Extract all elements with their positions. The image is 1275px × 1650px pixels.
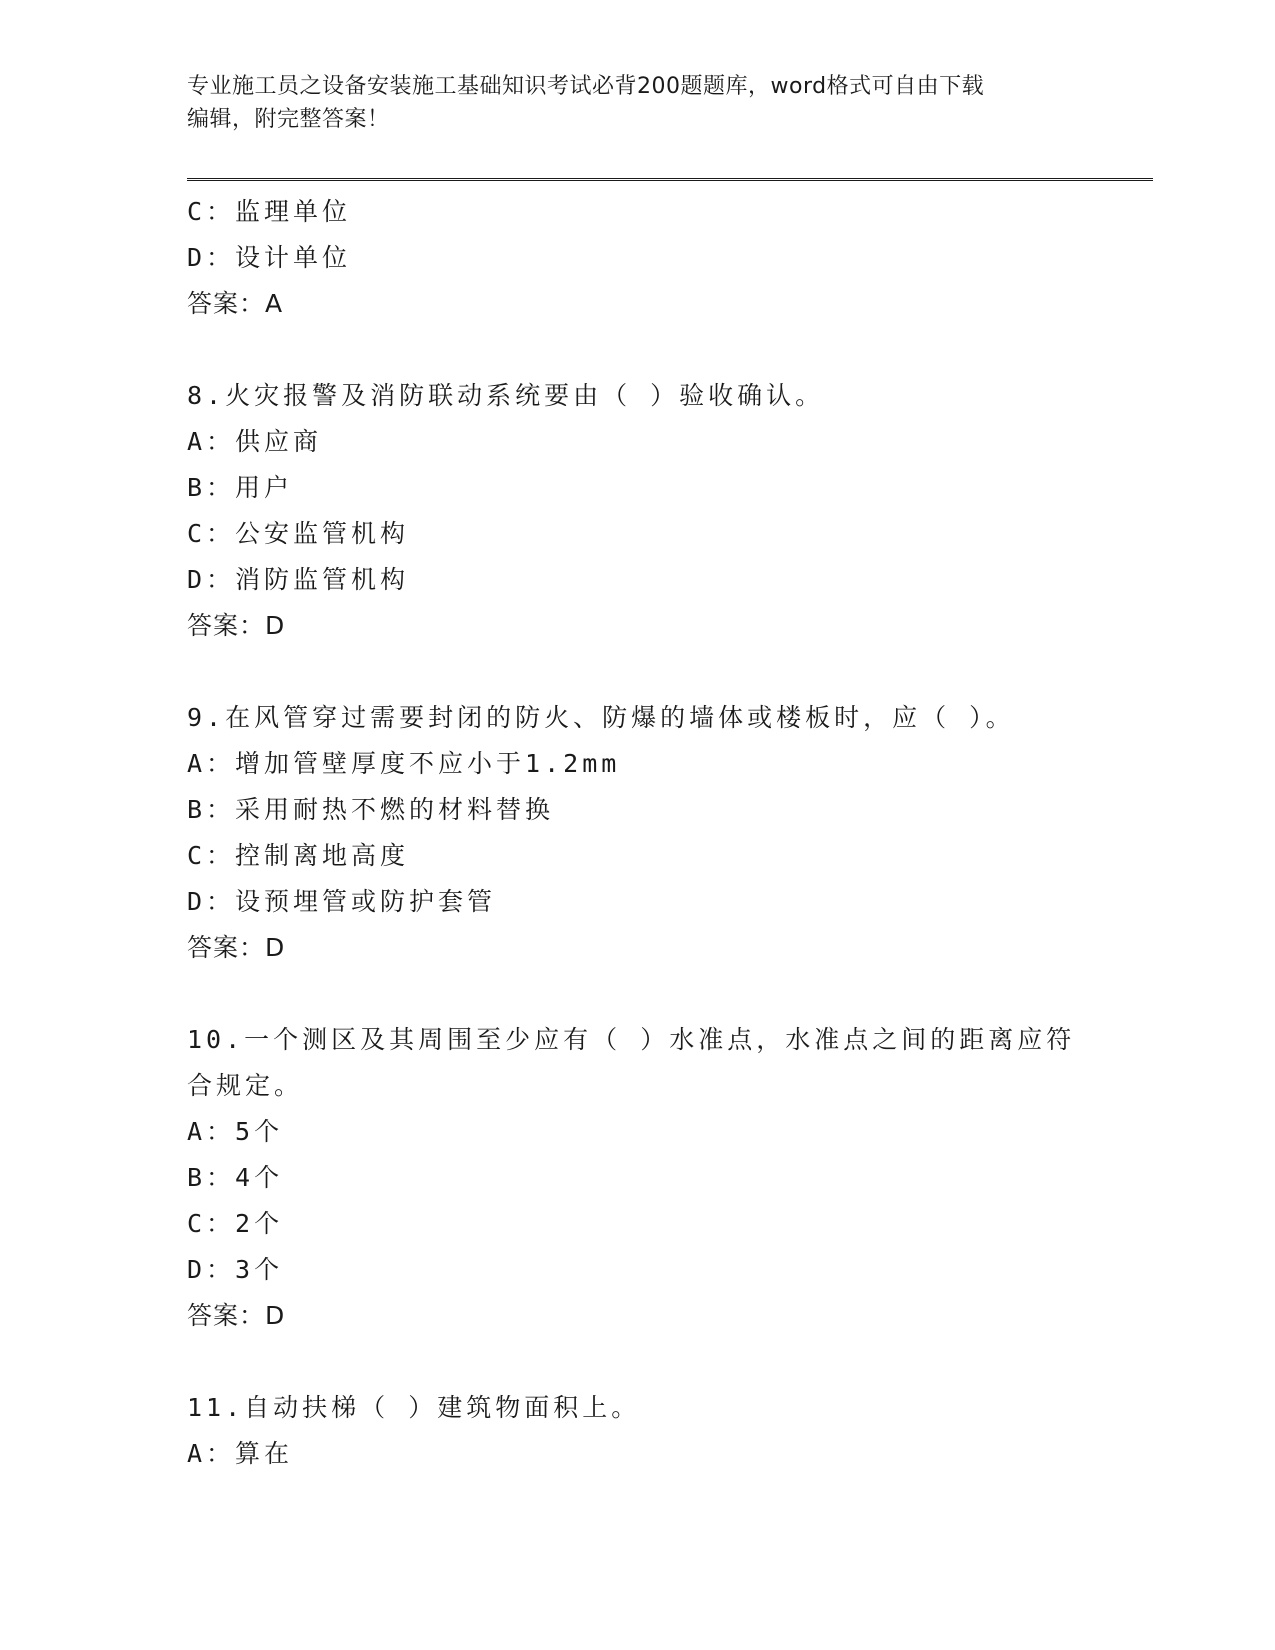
q10-option-d: D：3个: [187, 1255, 284, 1284]
q8-option-c: C：公安监管机构: [187, 519, 410, 548]
document-header: [187, 70, 1067, 136]
question-7-tail: [187, 189, 1067, 327]
q10-question-line2: 合规定。: [187, 1071, 304, 1100]
q7-option-d: D：设计单位: [187, 243, 352, 272]
q10-option-c: C：2个: [187, 1209, 284, 1238]
q8-option-b: B：用户: [187, 473, 294, 502]
q9-option-c: C：控制离地高度: [187, 841, 410, 870]
header-title-line2: 编辑，附完整答案！: [187, 107, 390, 132]
q10-option-a: A：5个: [187, 1117, 284, 1146]
q8-option-d: D：消防监管机构: [187, 565, 410, 594]
question-8: [187, 373, 1067, 649]
question-11: [187, 1385, 1067, 1477]
spacer: [187, 1339, 1067, 1385]
spacer: [187, 327, 1067, 373]
spacer: [187, 649, 1067, 695]
q9-answer: 答案：D: [187, 933, 286, 962]
question-list: [187, 189, 1076, 1477]
q9-option-b: B：采用耐热不燃的材料替换: [187, 795, 555, 824]
question-9: [187, 695, 1067, 971]
q10-question-line1: 10.一个测区及其周围至少应有（ ）水准点，水准点之间的距离应符: [187, 1025, 1076, 1054]
q9-option-d: D：设预埋管或防护套管: [187, 887, 497, 916]
q10-option-b: B：4个: [187, 1163, 284, 1192]
q9-question: 9.在风管穿过需要封闭的防火、防爆的墙体或楼板时，应（ ）。: [187, 703, 1015, 732]
q10-answer: 答案：D: [187, 1301, 286, 1330]
q8-question: 8.火灾报警及消防联动系统要由（ ）验收确认。: [187, 381, 825, 410]
question-10: [187, 1017, 1076, 1339]
q7-answer: 答案：A: [187, 289, 284, 318]
q11-option-a: A：算在: [187, 1439, 294, 1468]
spacer: [187, 971, 1067, 1017]
q8-answer: 答案：D: [187, 611, 286, 640]
q7-option-c: C：监理单位: [187, 197, 352, 226]
header-title-line1: 专业施工员之设备安装施工基础知识考试必背200题题库，word格式可自由下载: [187, 74, 985, 99]
q8-option-a: A：供应商: [187, 427, 323, 456]
header-divider: [187, 178, 1153, 181]
q11-question: 11.自动扶梯（ ）建筑物面积上。: [187, 1393, 641, 1422]
q9-option-a: A：增加管壁厚度不应小于1.2mm: [187, 749, 621, 778]
